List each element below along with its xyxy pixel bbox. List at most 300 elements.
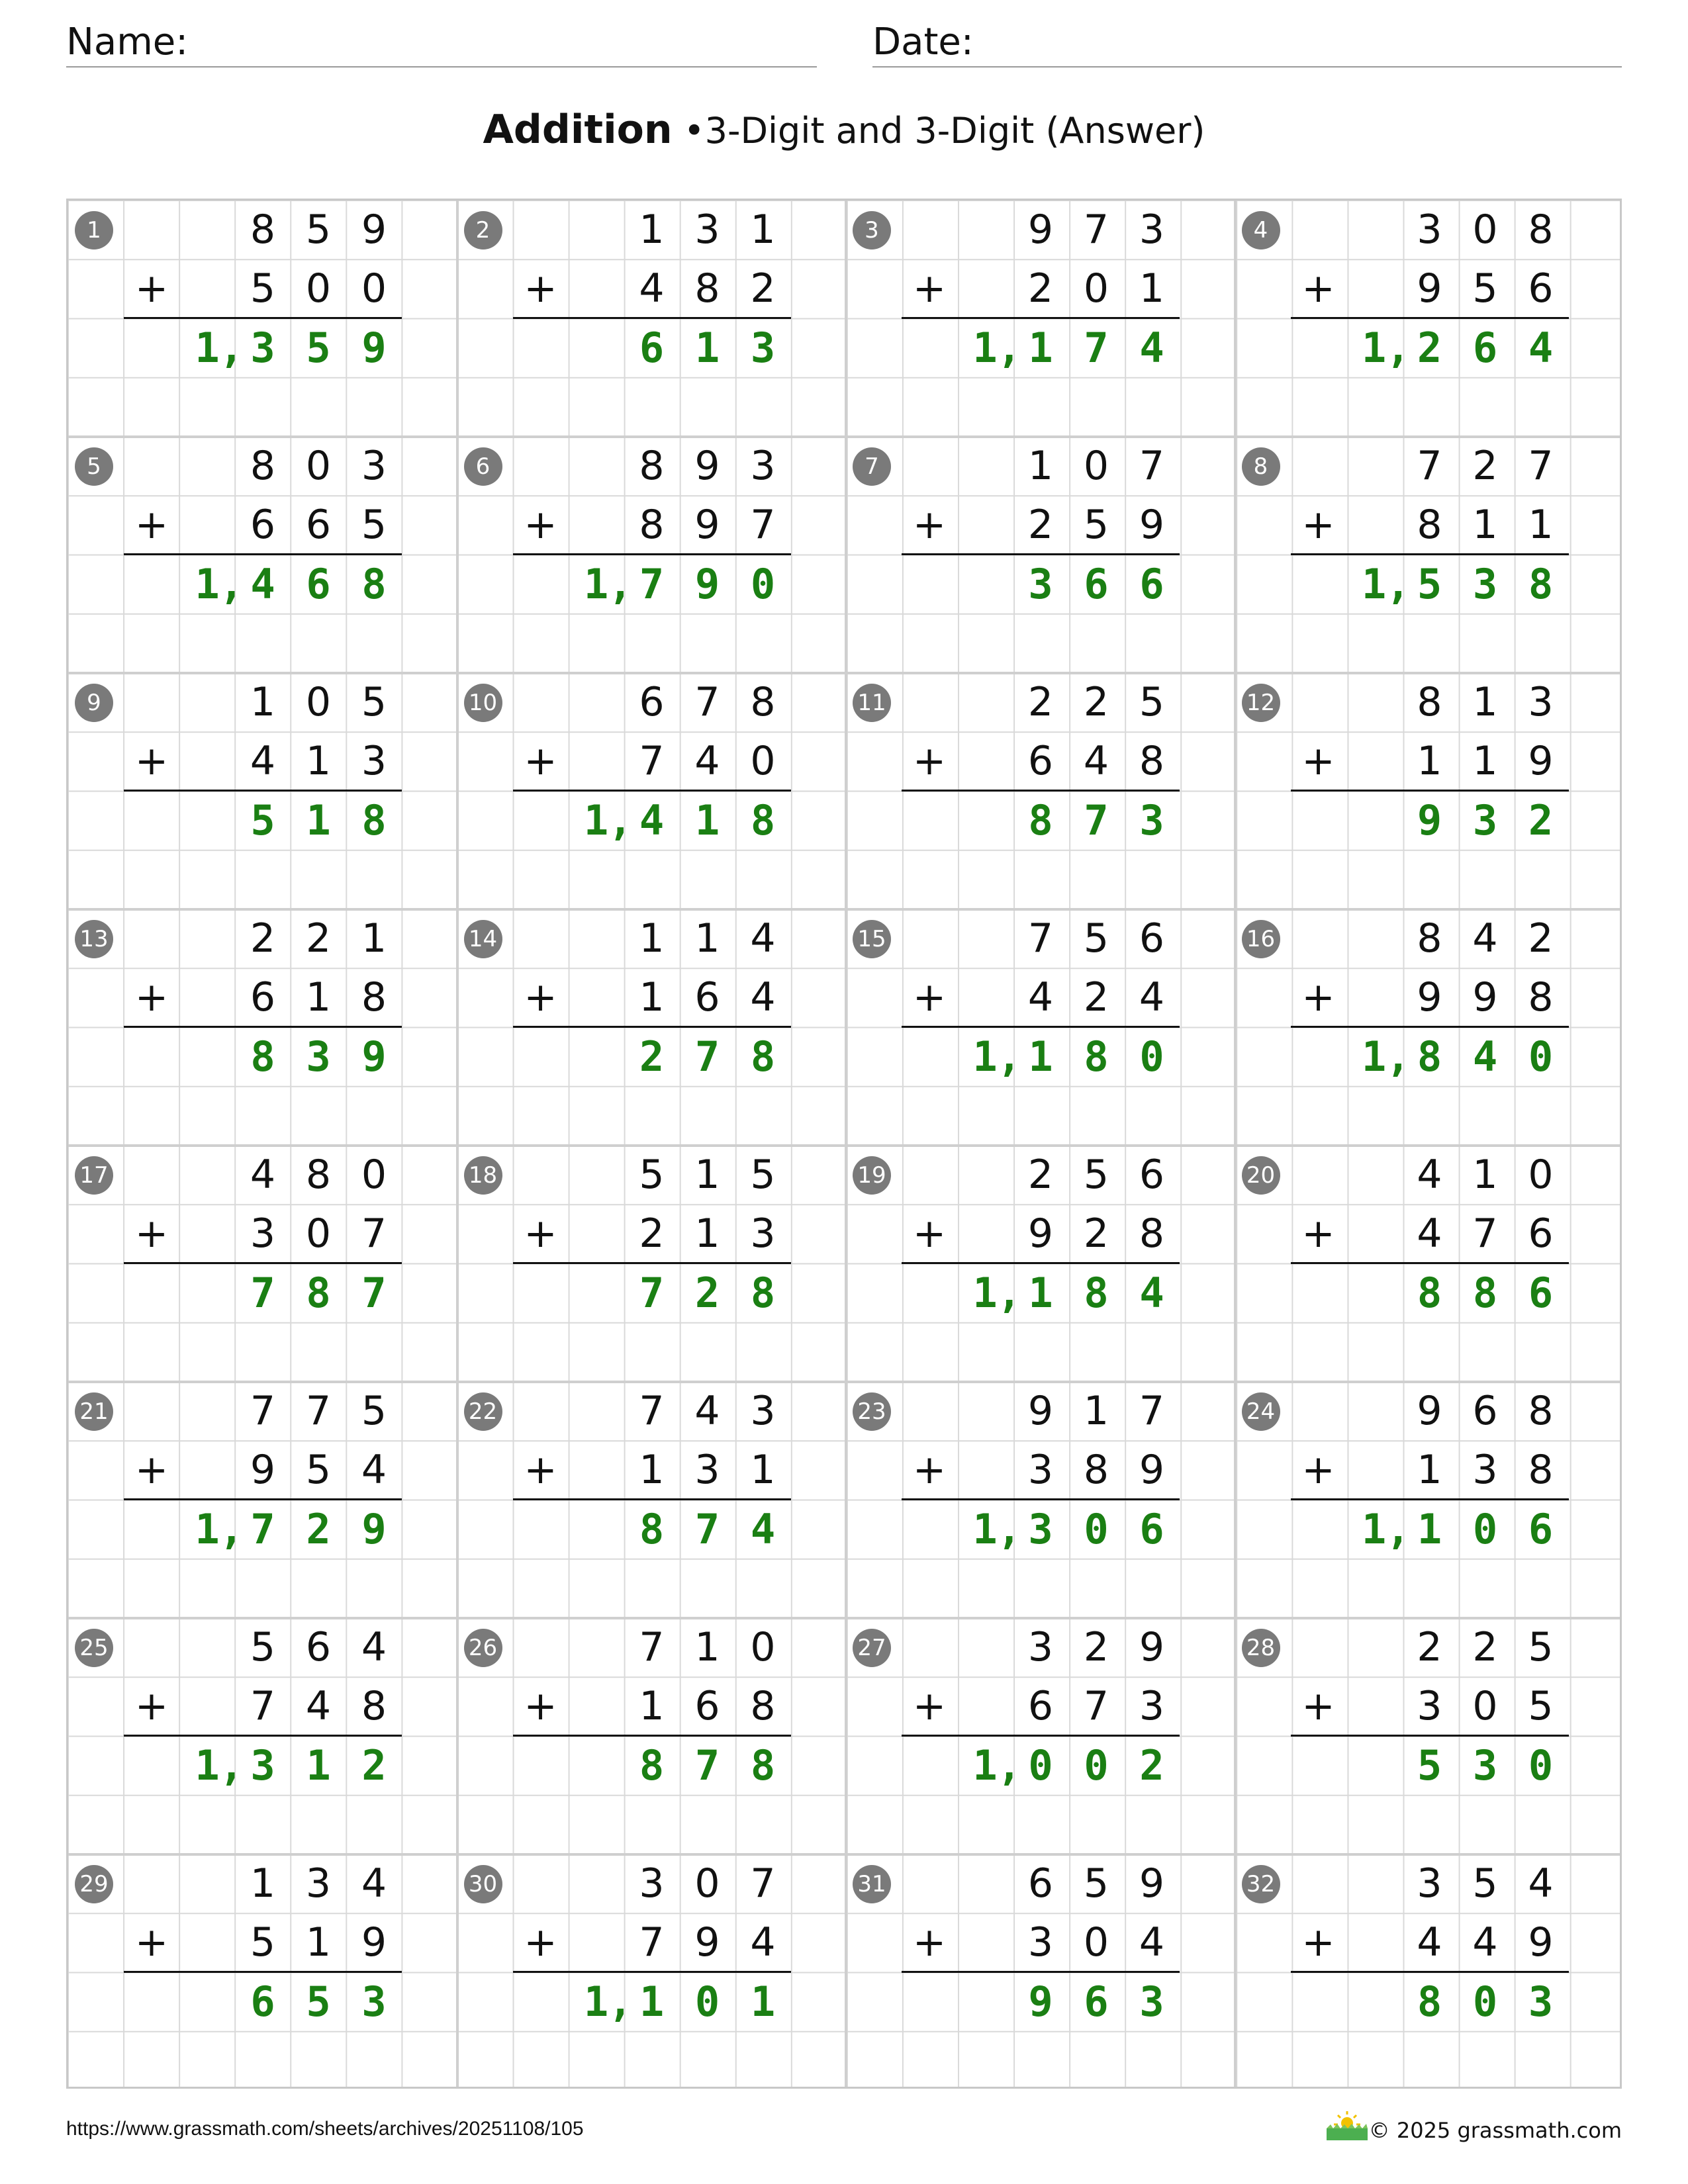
bottom-digit: 8	[1139, 1210, 1165, 1257]
answer-digit: 8	[750, 1741, 776, 1790]
addition-problem	[846, 1382, 1235, 1618]
empty-cell	[179, 732, 235, 791]
empty-cell	[569, 968, 624, 1027]
empty-cell	[179, 1677, 235, 1736]
answer-digit: 9	[1417, 796, 1442, 844]
empty-cell	[957, 1441, 1013, 1500]
addition-problem	[1235, 909, 1624, 1146]
empty-cell	[513, 437, 569, 496]
top-digit: 3	[361, 443, 387, 489]
top-digit: 0	[1528, 1152, 1554, 1198]
top-digit: 3	[1528, 679, 1554, 725]
answer-digit: 4	[1139, 324, 1164, 372]
answer-digit: 0	[1472, 1505, 1498, 1553]
top-digit: 3	[1417, 206, 1442, 253]
bottom-digit: 4	[1083, 738, 1109, 784]
answer-digit: 8	[750, 796, 776, 844]
bottom-digit: 3	[1417, 1683, 1442, 1729]
answer-digit: 2	[361, 1741, 387, 1790]
top-addend-row	[513, 201, 791, 259]
empty-cell	[569, 909, 624, 968]
empty-cell	[179, 1205, 235, 1263]
bottom-digit: 1	[305, 738, 332, 784]
answer-value	[957, 1027, 1180, 1086]
empty-cell	[957, 1677, 1013, 1736]
addition-problem	[68, 909, 457, 1146]
empty-cell	[1346, 1441, 1402, 1500]
answer-digit: 1	[1361, 1505, 1387, 1553]
empty-cell	[124, 1618, 179, 1677]
bottom-digit: 4	[305, 1683, 332, 1729]
problem-number-badge: 1	[75, 211, 113, 250]
addition-problem	[457, 201, 847, 437]
top-digit: 3	[1417, 1860, 1442, 1907]
top-digit: 3	[750, 1388, 776, 1434]
bottom-addend-row	[124, 1913, 402, 1972]
empty-cell	[179, 909, 235, 968]
problem-number-badge: 11	[853, 684, 891, 722]
addition-problem	[68, 1382, 457, 1618]
answer-digit: 7	[694, 1741, 720, 1790]
answer-digit: 1	[195, 560, 220, 608]
bottom-digit: 5	[1472, 265, 1498, 312]
bottom-digit: 1	[1417, 738, 1442, 784]
answer-digit: 1	[694, 796, 720, 844]
top-digit: 1	[750, 206, 776, 253]
bottom-addend-row	[513, 1913, 791, 1972]
problem-number-badge: 23	[853, 1392, 891, 1431]
bottom-digit: 1	[694, 1210, 720, 1257]
top-digit: 6	[1472, 1388, 1498, 1434]
top-digit: 2	[250, 915, 276, 962]
bottom-digit: 4	[750, 974, 776, 1021]
problem-number-badge: 31	[853, 1865, 891, 1903]
top-digit: 5	[1083, 915, 1109, 962]
answer-digit: 0	[1028, 1741, 1053, 1790]
top-digit: 7	[1139, 1388, 1165, 1434]
answer-digit: 1	[1028, 1032, 1053, 1081]
top-addend-row	[513, 909, 791, 968]
problem-number-badge: 19	[853, 1156, 891, 1195]
addition-problem	[457, 1146, 847, 1382]
answer-digit: 3	[1139, 1978, 1164, 2026]
answer-digit: 9	[361, 324, 387, 372]
bottom-digit: 3	[1027, 1919, 1054, 1966]
date-label: Date:	[872, 21, 974, 64]
empty-cell	[179, 259, 235, 318]
bottom-digit: 1	[1472, 502, 1498, 548]
plus-sign: +	[912, 265, 947, 312]
top-addend-row	[513, 1618, 791, 1677]
bottom-digit: 7	[639, 738, 665, 784]
empty-cell	[179, 1913, 235, 1972]
bottom-digit: 8	[639, 502, 665, 548]
name-label: Name:	[66, 21, 189, 64]
addition-problem	[68, 1618, 457, 1854]
empty-cell	[569, 1441, 624, 1500]
bottom-addend-row	[513, 496, 791, 555]
top-addend-row	[124, 201, 402, 259]
answer-digit: 8	[361, 560, 387, 608]
answer-digit: 5	[250, 796, 275, 844]
answer-comma: ,	[219, 324, 244, 372]
bottom-digit: 9	[1528, 1919, 1554, 1966]
empty-cell	[179, 1618, 235, 1677]
plus-sign: +	[524, 265, 557, 312]
top-digit: 5	[361, 679, 387, 725]
empty-cell	[569, 1205, 624, 1263]
answer-digit: 4	[750, 1505, 776, 1553]
top-digit: 3	[1139, 206, 1165, 253]
answer-digit: 7	[1084, 796, 1109, 844]
problem-number-badge: 30	[464, 1865, 502, 1903]
bottom-digit: 9	[694, 1919, 720, 1966]
plus-sign: +	[524, 1683, 557, 1729]
top-digit: 8	[250, 206, 276, 253]
bottom-digit: 8	[1417, 502, 1442, 548]
answer-digit: 2	[306, 1505, 331, 1553]
empty-cell	[179, 201, 235, 259]
answer-digit: 3	[1472, 796, 1498, 844]
answer-digit: 6	[306, 560, 331, 608]
bottom-digit: 8	[1139, 738, 1165, 784]
answer-comma: ,	[608, 1978, 633, 2026]
answer-digit: 8	[639, 1741, 665, 1790]
plus-sign: +	[1301, 265, 1335, 312]
answer-comma: ,	[997, 1505, 1022, 1553]
top-digit: 4	[750, 915, 776, 962]
top-digit: 1	[694, 915, 720, 962]
top-addend-row	[513, 1382, 791, 1441]
top-digit: 1	[694, 1152, 720, 1198]
top-addend-row	[902, 909, 1180, 968]
empty-cell	[569, 259, 624, 318]
empty-cell	[902, 909, 957, 968]
top-digit: 3	[639, 1860, 665, 1907]
plus-sign: +	[524, 1447, 557, 1493]
addition-problem	[1235, 1618, 1624, 1854]
answer-value	[624, 1736, 791, 1795]
answer-digit: 6	[1084, 560, 1109, 608]
top-digit: 2	[1083, 1624, 1109, 1670]
top-addend-row	[124, 1382, 402, 1441]
bottom-addend-row	[124, 968, 402, 1027]
bottom-addend-row	[513, 1205, 791, 1263]
answer-comma: ,	[608, 560, 633, 608]
empty-cell	[1291, 1382, 1346, 1441]
answer-value	[1013, 555, 1180, 614]
problem-number-badge: 25	[75, 1629, 113, 1667]
top-digit: 5	[639, 1152, 665, 1198]
bottom-digit: 6	[1528, 265, 1554, 312]
empty-cell	[957, 1146, 1013, 1205]
empty-cell	[569, 1913, 624, 1972]
empty-cell	[124, 1382, 179, 1441]
top-addend-row	[513, 673, 791, 732]
bottom-digit: 0	[305, 265, 332, 312]
answer-value	[235, 1263, 402, 1322]
empty-cell	[1291, 673, 1346, 732]
top-digit: 0	[361, 1152, 387, 1198]
empty-cell	[569, 732, 624, 791]
answer-digit: 8	[750, 1269, 776, 1317]
addition-problem	[846, 437, 1235, 673]
plus-sign: +	[134, 1210, 169, 1257]
bottom-digit: 4	[639, 265, 665, 312]
bottom-digit: 0	[750, 738, 776, 784]
addition-problem	[457, 673, 847, 909]
empty-cell	[1346, 437, 1402, 496]
bottom-addend-row	[124, 732, 402, 791]
answer-digit: 7	[250, 1269, 275, 1317]
empty-cell	[1346, 732, 1402, 791]
top-addend-row	[1291, 1618, 1569, 1677]
answer-value	[569, 791, 791, 850]
top-digit: 5	[750, 1152, 776, 1198]
answer-comma: ,	[997, 1741, 1022, 1790]
top-digit: 1	[694, 1624, 720, 1670]
answer-digit: 4	[1139, 1269, 1164, 1317]
answer-value	[569, 1972, 791, 2031]
answer-digit: 1	[694, 324, 720, 372]
empty-cell	[179, 1382, 235, 1441]
answer-digit: 8	[1472, 1269, 1498, 1317]
answer-digit: 2	[694, 1269, 720, 1317]
answer-digit: 8	[1417, 1032, 1442, 1081]
problem-number-badge: 6	[464, 447, 502, 486]
top-addend-row	[902, 1146, 1180, 1205]
answer-digit: 1	[195, 1741, 220, 1790]
top-digit: 0	[305, 443, 332, 489]
top-digit: 1	[1472, 679, 1498, 725]
top-digit: 8	[639, 443, 665, 489]
bottom-addend-row	[902, 259, 1180, 318]
top-digit: 5	[250, 1624, 276, 1670]
bottom-addend-row	[1291, 1205, 1569, 1263]
problem-number-badge: 2	[464, 211, 502, 250]
answer-digit: 1	[639, 1978, 665, 2026]
answer-digit: 5	[1417, 560, 1442, 608]
empty-cell	[513, 1618, 569, 1677]
bottom-addend-row	[902, 968, 1180, 1027]
answer-digit: 1	[583, 560, 609, 608]
bottom-addend-row	[513, 1677, 791, 1736]
empty-cell	[1346, 673, 1402, 732]
answer-value	[1013, 791, 1180, 850]
problem-number-badge: 20	[1242, 1156, 1280, 1195]
answer-digit: 7	[694, 1505, 720, 1553]
bottom-digit: 9	[1417, 974, 1442, 1021]
plus-sign: +	[134, 1683, 169, 1729]
empty-cell	[1291, 1618, 1346, 1677]
problem-number-badge: 28	[1242, 1629, 1280, 1667]
answer-digit: 1	[583, 1978, 609, 2026]
top-digit: 1	[250, 679, 276, 725]
problem-grid	[66, 199, 1622, 2089]
empty-cell	[1291, 201, 1346, 259]
bottom-digit: 9	[1417, 265, 1442, 312]
top-digit: 5	[1472, 1860, 1498, 1907]
answer-digit: 8	[250, 1032, 275, 1081]
answer-digit: 0	[1139, 1032, 1164, 1081]
bottom-digit: 1	[1472, 738, 1498, 784]
top-digit: 2	[1472, 443, 1498, 489]
bottom-addend-row	[902, 496, 1180, 555]
empty-cell	[124, 909, 179, 968]
answer-digit: 2	[639, 1032, 665, 1081]
top-addend-row	[1291, 437, 1569, 496]
bottom-digit: 0	[1083, 1919, 1109, 1966]
bottom-digit: 3	[750, 1210, 776, 1257]
answer-value	[957, 1736, 1180, 1795]
title-sub: 3-Digit and 3-Digit (Answer)	[704, 110, 1205, 152]
top-digit: 1	[250, 1860, 276, 1907]
addition-problem	[68, 201, 457, 437]
bottom-digit: 1	[1417, 1447, 1442, 1493]
answer-digit: 3	[1528, 1978, 1554, 2026]
empty-cell	[124, 1146, 179, 1205]
top-digit: 8	[305, 1152, 332, 1198]
answer-digit: 9	[1028, 1978, 1053, 2026]
answer-comma: ,	[997, 1032, 1022, 1081]
top-addend-row	[1291, 673, 1569, 732]
empty-cell	[957, 673, 1013, 732]
footer-copyright: © 2025 grassmath.com	[1368, 2118, 1622, 2143]
top-addend-row	[124, 1618, 402, 1677]
top-digit: 7	[250, 1388, 276, 1434]
top-digit: 2	[1417, 1624, 1442, 1670]
answer-digit: 0	[1084, 1505, 1109, 1553]
top-digit: 5	[361, 1388, 387, 1434]
answer-digit: 8	[361, 796, 387, 844]
answer-digit: 8	[1417, 1978, 1442, 2026]
empty-cell	[569, 1382, 624, 1441]
top-addend-row	[1291, 1854, 1569, 1913]
answer-digit: 0	[1084, 1741, 1109, 1790]
empty-cell	[957, 259, 1013, 318]
bottom-digit: 7	[1472, 1210, 1498, 1257]
answer-digit: 3	[1028, 1505, 1053, 1553]
bottom-digit: 6	[305, 502, 332, 548]
bottom-digit: 4	[1472, 1919, 1498, 1966]
answer-digit: 2	[1417, 324, 1442, 372]
bottom-digit: 9	[1139, 502, 1165, 548]
plus-sign: +	[524, 1210, 557, 1257]
answer-digit: 8	[750, 1032, 776, 1081]
answer-value	[235, 1027, 402, 1086]
problem-number-badge: 4	[1242, 211, 1280, 250]
empty-cell	[513, 1146, 569, 1205]
problem-number-badge: 3	[853, 211, 891, 250]
answer-digit: 1	[1028, 1269, 1053, 1317]
empty-cell	[957, 909, 1013, 968]
top-digit: 2	[1083, 679, 1109, 725]
answer-digit: 2	[1528, 796, 1554, 844]
answer-digit: 1	[1417, 1505, 1442, 1553]
problem-number-badge: 15	[853, 920, 891, 958]
empty-cell	[1346, 968, 1402, 1027]
answer-digit: 8	[1028, 796, 1053, 844]
top-addend-row	[124, 909, 402, 968]
bottom-digit: 6	[694, 974, 720, 1021]
bottom-digit: 2	[1083, 974, 1109, 1021]
plus-sign: +	[1301, 1210, 1335, 1257]
top-digit: 4	[250, 1152, 276, 1198]
top-digit: 2	[1027, 1152, 1054, 1198]
empty-cell	[957, 496, 1013, 555]
answer-digit: 8	[306, 1269, 331, 1317]
empty-cell	[957, 201, 1013, 259]
bottom-addend-row	[513, 1441, 791, 1500]
top-addend-row	[513, 437, 791, 496]
answer-digit: 1	[1028, 324, 1053, 372]
plus-sign: +	[912, 738, 947, 784]
top-digit: 7	[1139, 443, 1165, 489]
bottom-addend-row	[513, 732, 791, 791]
title-bullet: •	[683, 110, 705, 152]
empty-cell	[1346, 201, 1402, 259]
addition-problem	[846, 1618, 1235, 1854]
problem-number-badge: 9	[75, 684, 113, 722]
top-digit: 7	[1083, 206, 1109, 253]
bottom-digit: 4	[1139, 974, 1165, 1021]
answer-digit: 5	[306, 324, 331, 372]
bottom-digit: 7	[250, 1683, 276, 1729]
problem-number-badge: 12	[1242, 684, 1280, 722]
answer-digit: 0	[1528, 1741, 1554, 1790]
answer-digit: 6	[1139, 1505, 1164, 1553]
empty-cell	[513, 673, 569, 732]
bottom-digit: 6	[250, 502, 276, 548]
bottom-digit: 1	[305, 974, 332, 1021]
empty-cell	[902, 1382, 957, 1441]
top-digit: 7	[1528, 443, 1554, 489]
bottom-digit: 1	[750, 1447, 776, 1493]
empty-cell	[957, 732, 1013, 791]
empty-cell	[179, 496, 235, 555]
title-main: Addition	[483, 107, 673, 153]
top-digit: 2	[1027, 679, 1054, 725]
answer-comma: ,	[219, 1505, 244, 1553]
addition-problem	[457, 1618, 847, 1854]
answer-digit: 4	[250, 560, 275, 608]
bottom-digit: 5	[250, 1919, 276, 1966]
answer-comma: ,	[1385, 324, 1411, 372]
answer-value	[235, 1972, 402, 2031]
bottom-addend-row	[124, 1677, 402, 1736]
bottom-digit: 6	[1027, 1683, 1054, 1729]
bottom-addend-row	[124, 259, 402, 318]
bottom-addend-row	[902, 1441, 1180, 1500]
empty-cell	[569, 1677, 624, 1736]
plus-sign: +	[524, 738, 557, 784]
top-digit: 7	[750, 1860, 776, 1907]
answer-value	[179, 555, 402, 614]
answer-digit: 9	[361, 1505, 387, 1553]
plus-sign: +	[524, 1919, 557, 1966]
plus-sign: +	[524, 974, 557, 1021]
bottom-digit: 0	[1472, 1683, 1498, 1729]
bottom-digit: 4	[1417, 1210, 1442, 1257]
plus-sign: +	[134, 265, 169, 312]
bottom-digit: 6	[1528, 1210, 1554, 1257]
answer-digit: 3	[1028, 560, 1053, 608]
top-digit: 6	[639, 679, 665, 725]
top-digit: 0	[305, 679, 332, 725]
addition-problem	[68, 437, 457, 673]
answer-digit: 9	[361, 1032, 387, 1081]
top-digit: 8	[1417, 915, 1442, 962]
